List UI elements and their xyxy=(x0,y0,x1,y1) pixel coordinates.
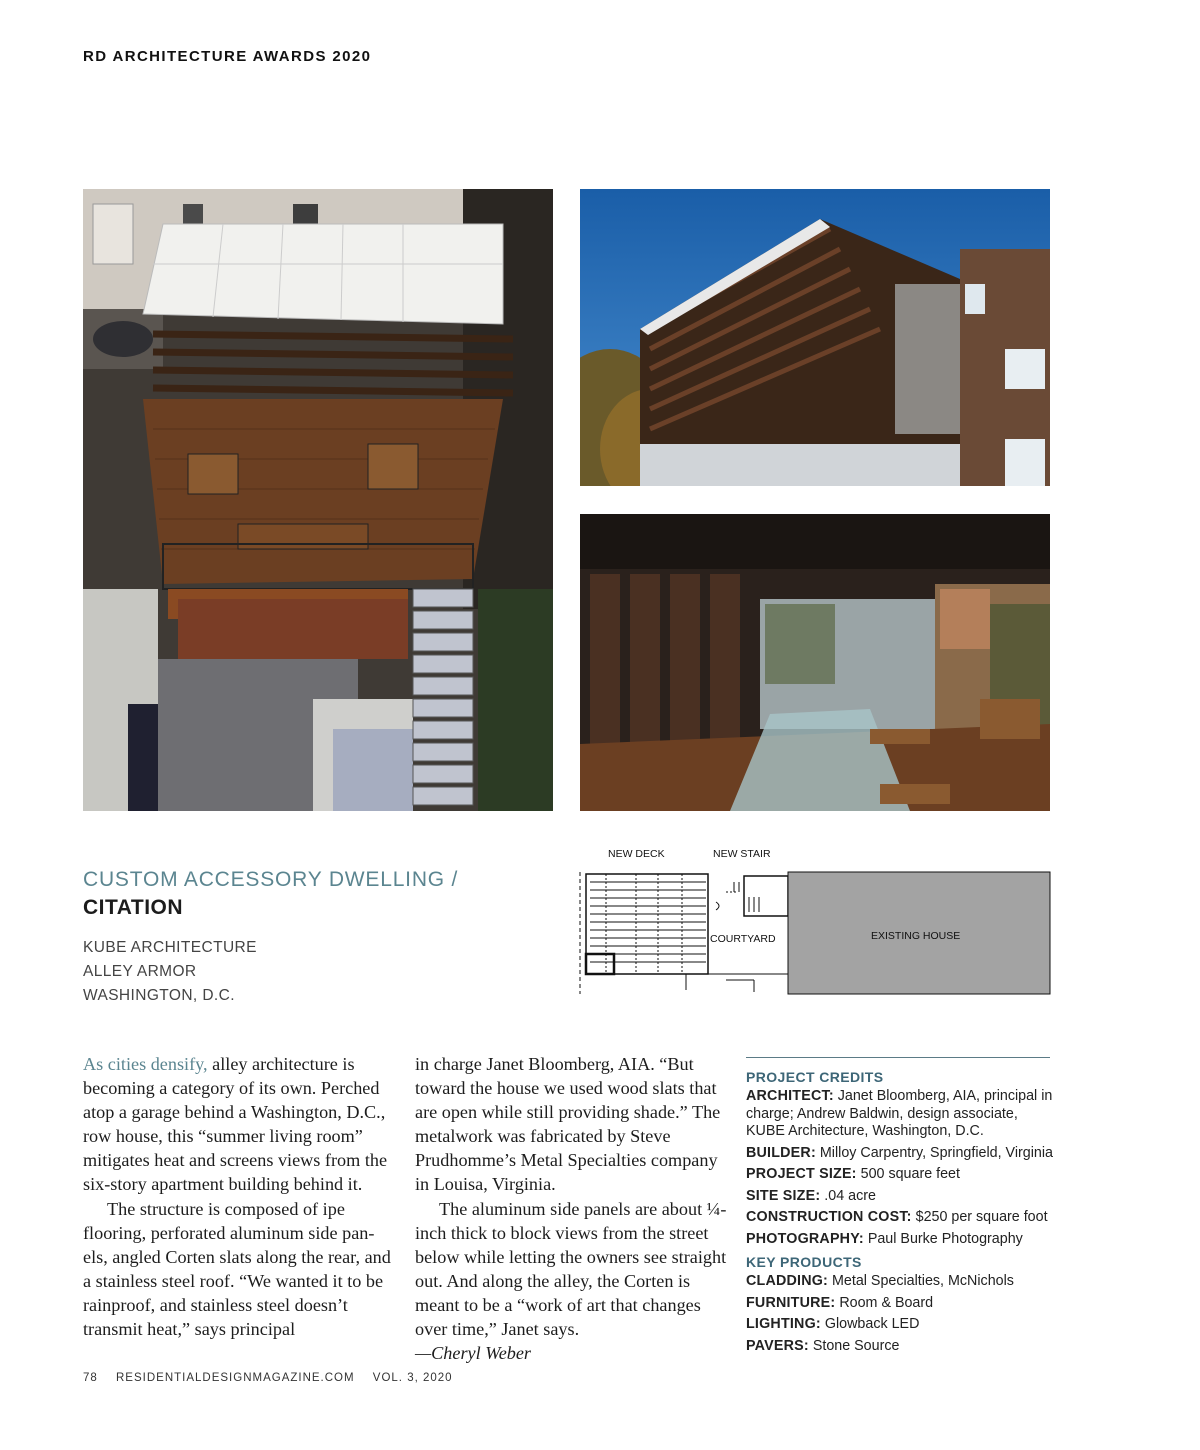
footer-website: RESIDENTIALDESIGNMAGAZINE.COM xyxy=(116,1372,355,1384)
article-column-2 xyxy=(415,1052,727,1365)
plan-courtyard xyxy=(686,916,788,994)
credit-photography: PHOTOGRAPHY: Paul Burke Photography xyxy=(746,1230,1023,1247)
page-footer xyxy=(83,1372,467,1384)
footer-volume: VOL. 3, 2020 xyxy=(372,1372,453,1384)
interior-photo xyxy=(580,514,1050,811)
project-name: ALLEY ARMOR xyxy=(83,963,197,980)
credit-builder: BUILDER: Milloy Carpentry, Springfield, Virginia xyxy=(746,1144,1053,1161)
exterior-photo xyxy=(580,189,1050,486)
article-paragraph-4: The aluminum side panels are about ¼-inch thick to block views from the street below while letting the owners see straight out. And along the alley, the Corten is meant to be a “work of art that changes over time,” Janet says. xyxy=(415,1198,727,1340)
site-plan-diagram xyxy=(576,842,1054,1000)
plan-label-existing-house: EXISTING HOUSE xyxy=(871,930,961,942)
plan-label-courtyard: COURTYARD xyxy=(710,933,776,945)
plan-label-new-deck: NEW DECK xyxy=(608,848,665,860)
product-lighting: LIGHTING: Glowback LED xyxy=(746,1316,920,1332)
architect-firm: KUBE ARCHITECTURE xyxy=(83,939,257,956)
project-credits-heading: PROJECT CREDITS xyxy=(746,1069,884,1085)
article-paragraph-1: alley architecture is becoming a category of its own. Perched atop a garage behind a Washington, D.C., row house, this “summer living room” mitigates heat and screens views from the six-story apartment building behind it. xyxy=(83,1054,388,1195)
plan-label-new-stair: NEW STAIR xyxy=(713,848,771,860)
plan-new-deck xyxy=(580,872,708,994)
project-location: WASHINGTON, D.C. xyxy=(83,987,235,1004)
credit-construction-cost: CONSTRUCTION COST: $250 per square foot xyxy=(746,1209,1048,1225)
credits-panel xyxy=(746,1067,1056,1359)
plan-new-stair xyxy=(716,876,788,916)
key-products-heading: KEY PRODUCTS xyxy=(746,1254,862,1270)
article-lead: As cities densify, xyxy=(83,1054,208,1074)
article-paragraph-3: in charge Janet Bloomberg, AIA. “But toward the house we used wood slats that are open while still providing shade.” The metalwork was fabricated by Steve Prudhomme’s Metal Specialties company in Louisa, Virginia. xyxy=(415,1054,721,1195)
project-category: CUSTOM ACCESSORY DWELLING / xyxy=(83,868,459,891)
article-column-1 xyxy=(83,1052,395,1341)
aerial-photo xyxy=(83,189,553,811)
article-paragraph-2: The structure is composed of ipe flooring, perforated aluminum side pan-els, angled Corten slats along the rear, and a stainless steel roof. “We wanted it to be rainproof, and stainless steel doesn’t transmit heat,” says principal xyxy=(83,1198,391,1340)
section-header: RD ARCHITECTURE AWARDS 2020 xyxy=(83,48,372,65)
credit-project-size: PROJECT SIZE: 500 square feet xyxy=(746,1166,960,1182)
credits-divider xyxy=(746,1057,1050,1058)
credit-architect: ARCHITECT: Janet Bloomberg, AIA, principal in charge; Andrew Baldwin, design associate, KUBE Architecture, Washington, D.C. xyxy=(746,1088,1053,1139)
product-cladding: CLADDING: Metal Specialties, McNichols xyxy=(746,1273,1014,1289)
article-byline: —Cheryl Weber xyxy=(415,1343,532,1364)
product-pavers: PAVERS: Stone Source xyxy=(746,1337,900,1354)
product-furniture: FURNITURE: Room & Board xyxy=(746,1294,934,1311)
project-award: CITATION xyxy=(83,896,184,919)
page-number: 78 xyxy=(83,1372,98,1384)
credit-site-size: SITE SIZE: .04 acre xyxy=(746,1187,876,1204)
